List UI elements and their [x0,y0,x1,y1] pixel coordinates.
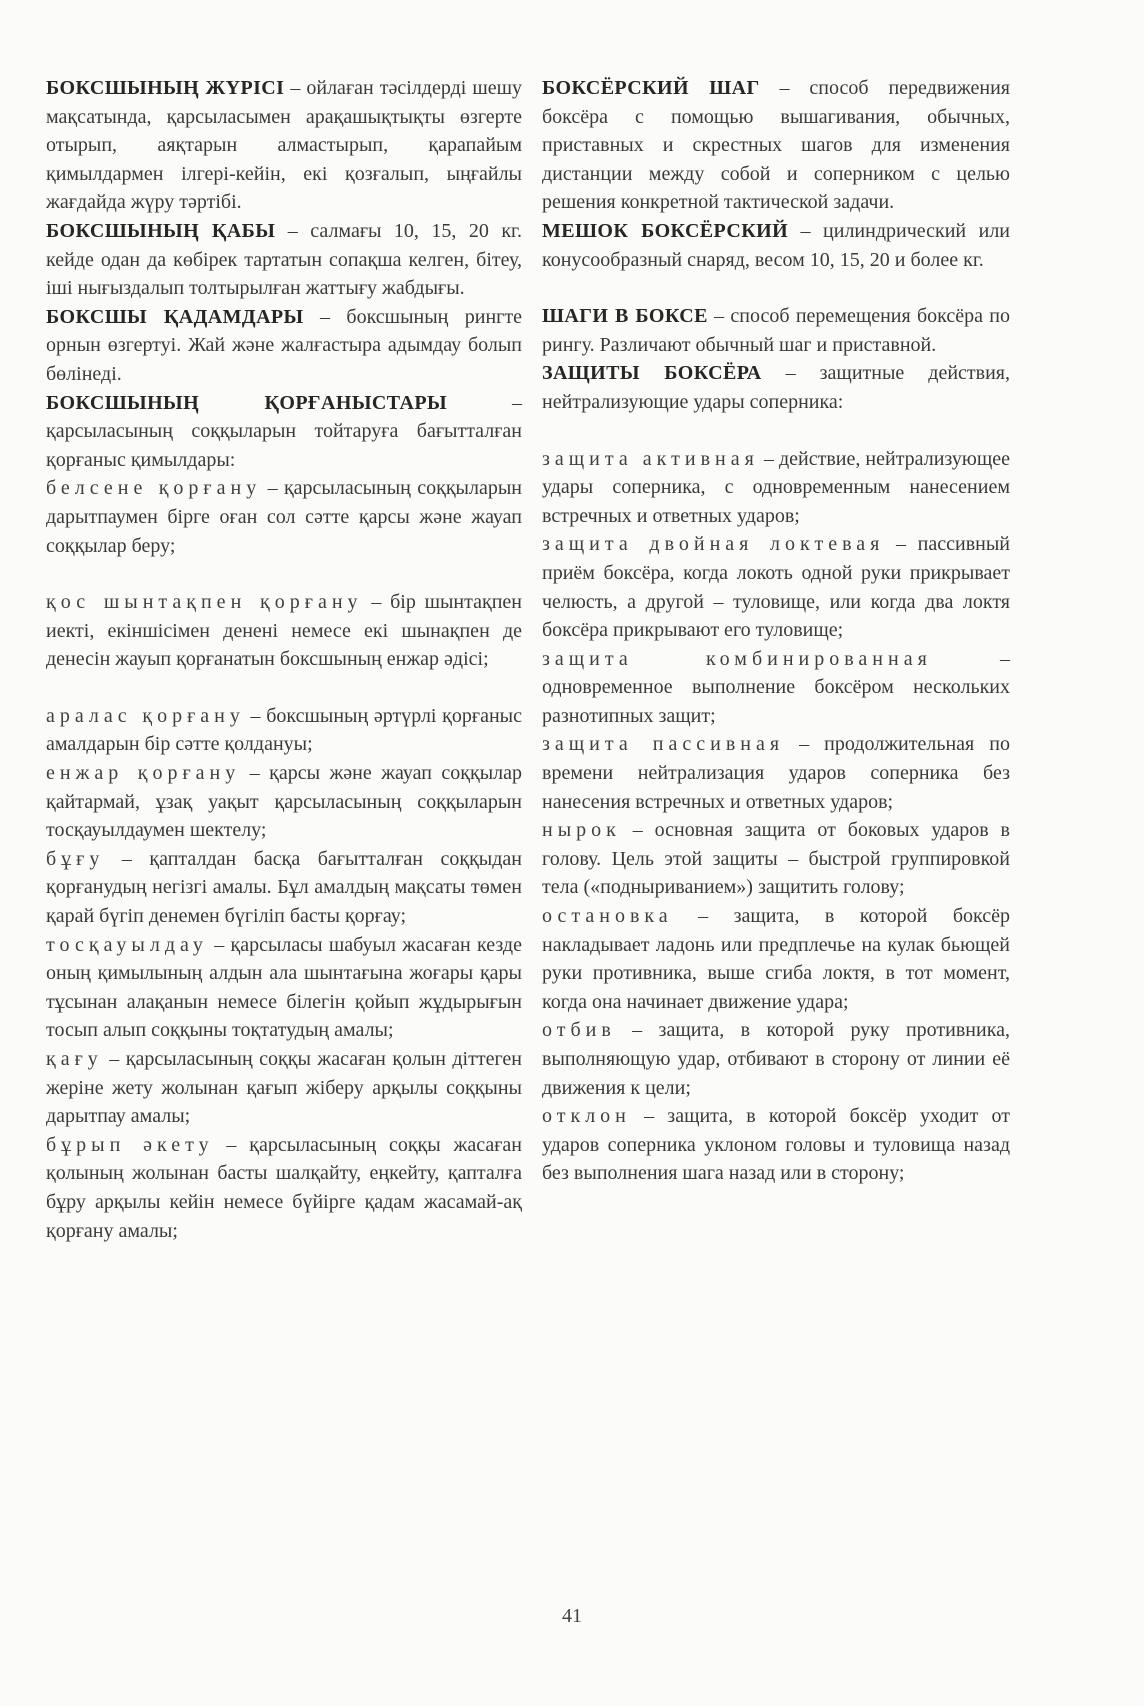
entry-bokswynyn-korganystary [46,389,522,475]
subentry-definition: – қапталдан басқа бағытталған соққыдан қорғанудың негізгі амалы. Бұл амалдың мақсаты төмен қарай бүгіп денемен бүгіліп басты қорғау; [46,847,522,928]
entry-term: БОКСШЫ ҚАДАМДАРЫ [46,305,304,328]
subentry-belsene-korganu [46,474,522,560]
subentry-term: қағу [46,1048,103,1070]
subentry-term: отклон [542,1105,631,1128]
subentry-term: енжар қорғану [46,762,241,785]
subentry-term: қос шынтақпен қорғану [46,591,363,614]
subentry-definition: – основная защита от боковых ударов в голову. Цель этой защиты – быстрой группировкой тела («подныриванием») защитить голову; [542,819,1010,899]
entry-definition: – боксшының рингте орнын өзгертуі. Жай және жалғастыра адымдау болып бөлінеді. [46,305,522,385]
entry-bokswy-kadamdary [46,303,522,389]
entry-term: ЗАЩИТЫ БОКСЁРА [542,362,762,385]
spacer [46,674,522,702]
entry-zashchity-boksera [542,359,1010,416]
entry-term: МЕШОК БОКСЁРСКИЙ [542,219,789,242]
subentry-term: защита активная [542,447,759,470]
subentry-aralas-korganu [46,702,522,759]
subentry-term: нырок [542,819,621,842]
subentry-term: остановка [542,905,673,928]
subentry-definition: – қарсыласының соққы жасаған қолын діттеген жеріне жету жолынан қағып жіберу арқылы соққыны дарытпау амалы; [46,1048,522,1128]
subentry-zashchita-passivnaya [542,730,1010,816]
entry-shagi-v-bokse [542,302,1010,359]
subentry-term: защита пассивная [542,733,785,756]
subentry-term: аралас қорғану [46,704,245,727]
page-number: 41 [562,1605,582,1627]
subentry-zashchita-aktivnaya [542,445,1010,531]
subentry-definition: – қарсыласының соққы жасаған қолының жолынан басты шалқайту, еңкейту, қапталға бұру арқылы кейін немесе бүйірге қадам жасамай-ақ қорғану амалы; [46,1133,523,1242]
entry-bokswynyn-kaby [46,217,522,303]
entry-definition: – способ передвижения боксёра с помощью вышагивания, обычных, приставных и скрестных шагов для изменения дистанции между собой и соперником с целью решения конкретной тактической задачи. [542,77,1010,214]
entry-definition: – қарсыласының соққыларын тойтаруға бағытталған қорғаныс қимылдары: [46,391,522,471]
subentry-definition: – защита, в которой боксёр уходит от ударов соперника уклоном головы и туловища назад без выполнения шага назад или в сторону; [542,1105,1010,1185]
subentry-definition: – бір шынтақпен иекті, екіншісімен денені немесе екі шынақпен де денесін жауып қорғанатын боксшының енжар әдісі; [46,591,522,671]
subentry-term: тосқауылдау [46,933,208,956]
subentry-term: бұрып әкету [46,1133,214,1156]
subentry-zashchita-dvoynaya-loktevaya [542,530,1010,644]
subentry-definition: – продолжительная по времени нейтрализация ударов соперника без нанесения встречных и ответных ударов; [542,733,1010,813]
subentry-nyrok [542,816,1010,902]
entry-term: БОКСШЫНЫҢ ҚОРҒАНЫСТАРЫ [46,391,447,414]
subentry-term: отбив [542,1019,616,1042]
right-column-russian [542,74,1010,1188]
spacer [542,274,1010,302]
spacer [46,560,522,588]
subentry-definition: – боксшының әртүрлі қорғаныс амалдарын бір сәтте қолдануы; [46,704,522,756]
subentry-enzhar-korganu [46,759,522,845]
entry-definition: – защитные действия, нейтрализующие удары соперника: [542,362,1010,413]
entry-definition: – ойлаған тәсілдерді шешу мақсатында, қарсыласымен арақашықтықты өзгерте отырып, аяқтарын алмастырып, қарапайым қимылдармен ілгері-кейін, екі қозғалып, ыңғайлы жағдайда жүру тәртібі. [46,77,523,214]
subentry-term: защита двойная локтевая [542,533,885,556]
entry-term: БОКСЁРСКИЙ ШАГ [542,77,760,99]
entry-meshok-bokserskiy [542,217,1010,274]
subentry-term: бұғу [46,847,105,870]
subentry-ostanovka [542,902,1010,1016]
subentry-definition: – защита, в которой руку противника, выполняющую удар, отбивают в сторону от линии её движения к цели; [542,1019,1010,1099]
subentry-zashchita-kombinirovannaya [542,645,1010,731]
subentry-toskauyldau [46,931,522,1045]
spacer [542,417,1010,445]
subentry-otbiv [542,1016,1010,1102]
subentry-bugu [46,845,522,931]
subentry-kagu [46,1045,522,1131]
entry-term: БОКСШЫНЫҢ ҚАБЫ [46,219,276,242]
subentry-definition: – одновременное выполнение боксёром нескольких разнотипных защит; [542,647,1011,727]
entry-bokswynyn-zhurisi [46,74,522,217]
subentry-definition: – қарсы және жауап соққылар қайтармай, ұзақ уақыт қарсыласының соққыларын тосқауылдаумен шектелу; [46,762,522,842]
subentry-term: защита комбинированная [542,647,932,670]
entry-term: ШАГИ В БОКСЕ [542,305,708,328]
entry-bokserskiy-shag [542,74,1010,217]
entry-definition: – салмағы 10, 15, 20 кг. кейде одан да көбірек тартатын сопақша келген, бітеу, іші нығыздалып толтырылған жаттығу жабдығы. [46,219,522,300]
subentry-term: белсене қорғану [46,477,262,500]
subentry-definition: – қарсыласы шабуыл жасаған кезде оның қимылының алдын ала шынтағына жоғары қары тұсынан алақанын немесе білегін қойып жұдырығын тосып алып соққыны тоқтатудың амалы; [46,933,522,1042]
subentry-kos-shyntakpen [46,588,522,674]
subentry-definition: – пассивный приём боксёра, когда локоть одной руки прикрывает челюсть, а другой – туловище, или когда два локтя боксёра прикрывают его туловище; [542,533,1010,642]
subentry-definition: – действие, нейтрализующее удары соперника, с одновременным нанесением встречных и ответных ударов; [542,447,1010,527]
entry-term: БОКСШЫНЫҢ ЖҮРІСІ [46,77,285,99]
entry-definition: – цилиндрический или конусообразный снаряд, весом 10, 15, 20 и более кг. [542,219,1010,271]
subentry-buryp-aketu [46,1131,522,1245]
subentry-otklon [542,1102,1010,1188]
subentry-definition: – защита, в которой боксёр накладывает ладонь или предплечье на кулак бьющей руки противника, выше сгиба локтя, в тот момент, когда она начинает движение удара; [542,905,1010,1013]
entry-definition: – способ перемещения боксёра по рингу. Различают обычный шаг и приставной. [542,305,1011,356]
subentry-definition: – қарсыласының соққыларын дарытпаумен бірге оған сол сәтте қарсы және жауап соққылар беру; [46,477,522,557]
left-column-kazakh [46,74,522,1245]
